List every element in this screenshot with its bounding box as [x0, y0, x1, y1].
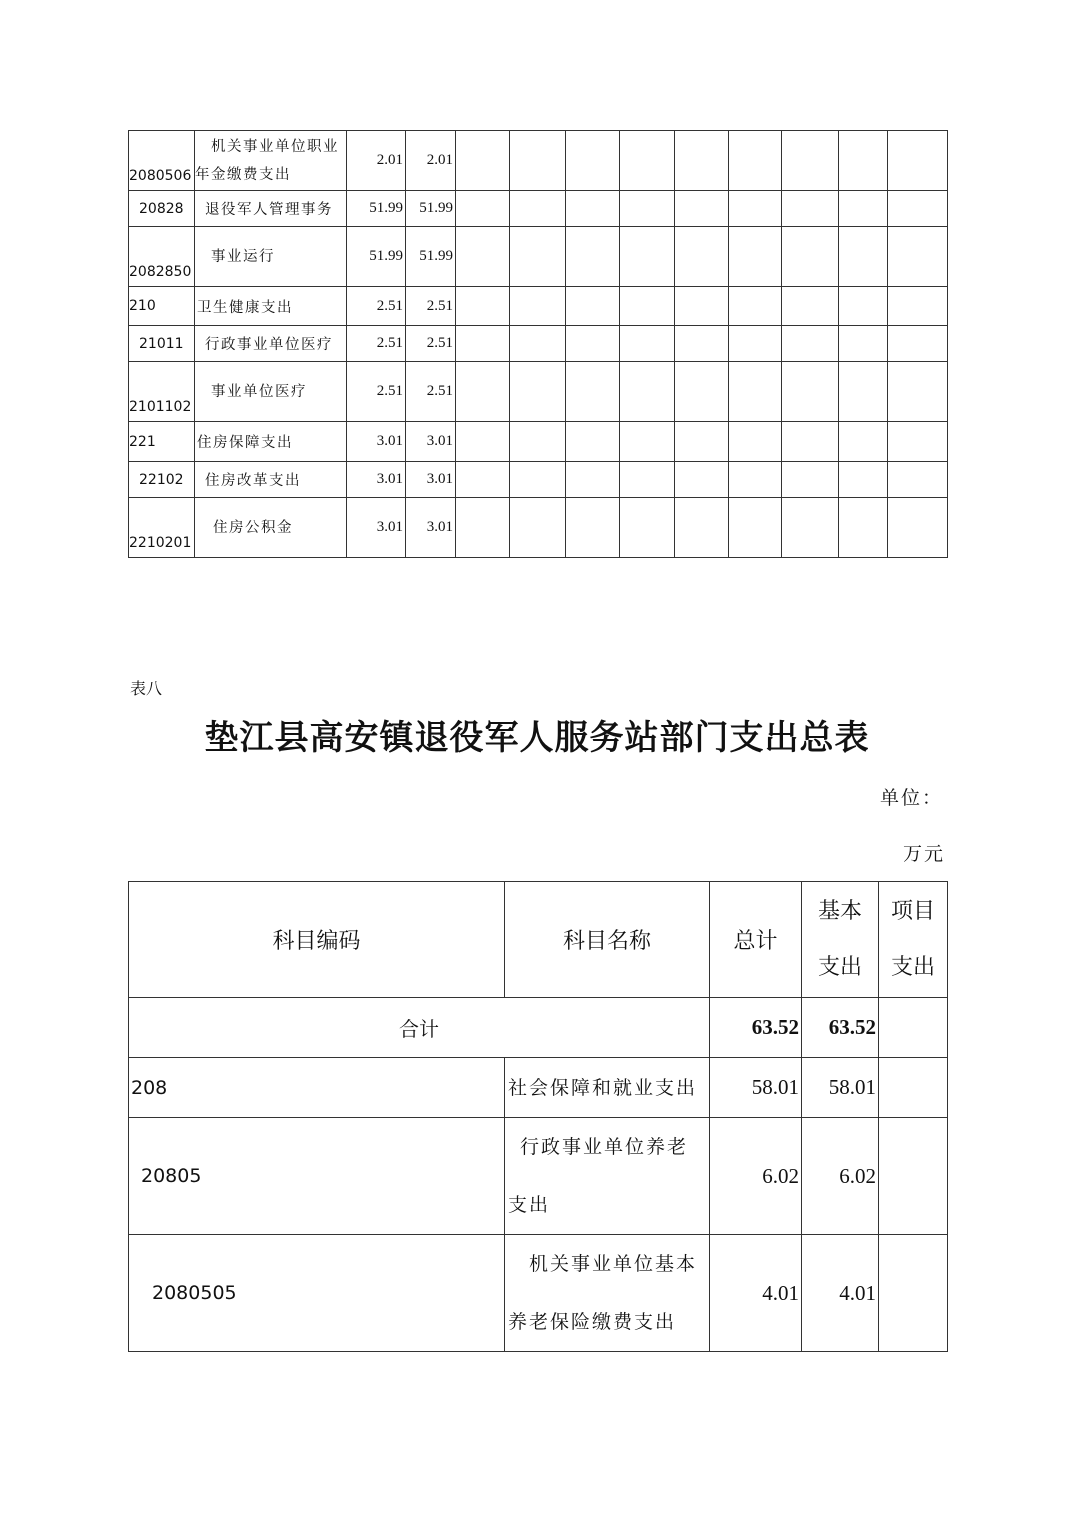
empty-cell	[456, 287, 510, 326]
row-basic: 58.01	[802, 1058, 879, 1118]
empty-cell	[675, 191, 729, 227]
row-total: 58.01	[710, 1058, 802, 1118]
empty-cell	[675, 326, 729, 362]
header-name: 科目名称	[505, 882, 710, 998]
empty-cell	[675, 362, 729, 422]
row-total: 2.51	[347, 287, 406, 326]
empty-cell	[729, 422, 782, 462]
empty-cell	[620, 131, 675, 191]
row-name-line1: 机关事业单位职业	[211, 138, 339, 155]
header-basic-line2: 支出	[817, 954, 862, 980]
empty-cell	[879, 1235, 948, 1352]
row-basic: 51.99	[406, 227, 456, 287]
table-number-label: 表八	[130, 679, 163, 698]
table-row	[129, 1235, 948, 1352]
empty-cell	[729, 227, 782, 287]
row-name: 住房公积金	[195, 498, 347, 558]
empty-cell	[620, 422, 675, 462]
row-name-line2: 年金缴费支出	[195, 166, 291, 183]
empty-cell	[888, 498, 948, 558]
row-basic: 2.01	[406, 131, 456, 191]
row-code: 20805	[129, 1118, 505, 1235]
row-basic: 2.51	[406, 287, 456, 326]
table-row	[129, 326, 948, 362]
unit-label: 单位：	[880, 787, 944, 809]
empty-cell	[620, 498, 675, 558]
empty-cell	[566, 498, 620, 558]
row-total: 3.01	[347, 422, 406, 462]
row-name: 社会保障和就业支出	[505, 1058, 710, 1118]
empty-cell	[456, 422, 510, 462]
row-code: 210	[129, 287, 195, 326]
empty-cell	[888, 326, 948, 362]
empty-cell	[456, 498, 510, 558]
row-name-line2: 支出	[508, 1194, 551, 1216]
row-basic: 3.01	[406, 422, 456, 462]
row-total: 4.01	[710, 1235, 802, 1352]
empty-cell	[888, 227, 948, 287]
row-code: 2082850	[129, 227, 195, 287]
empty-cell	[839, 287, 888, 326]
expenditure-summary-table	[128, 881, 948, 1352]
row-total: 3.01	[347, 498, 406, 558]
empty-cell	[888, 462, 948, 498]
empty-cell	[566, 422, 620, 462]
empty-cell	[510, 362, 566, 422]
row-basic: 3.01	[406, 462, 456, 498]
empty-cell	[729, 462, 782, 498]
empty-cell	[675, 227, 729, 287]
empty-cell	[510, 287, 566, 326]
empty-cell	[510, 131, 566, 191]
empty-cell	[782, 227, 839, 287]
empty-cell	[675, 287, 729, 326]
table-row	[129, 362, 948, 422]
row-name: 住房保障支出	[195, 422, 347, 462]
row-name	[505, 1235, 710, 1352]
empty-cell	[566, 287, 620, 326]
row-code: 21011	[129, 326, 195, 362]
total-row	[129, 998, 948, 1058]
empty-cell	[729, 191, 782, 227]
table-row	[129, 191, 948, 227]
empty-cell	[879, 1118, 948, 1235]
empty-cell	[675, 131, 729, 191]
page-title: 垫江县高安镇退役军人服务站部门支出总表	[204, 718, 870, 758]
empty-cell	[566, 462, 620, 498]
header-project-line2: 支出	[890, 954, 935, 980]
table-row	[129, 131, 948, 191]
empty-cell	[782, 362, 839, 422]
empty-cell	[510, 191, 566, 227]
total-basic: 63.52	[802, 998, 879, 1058]
empty-cell	[456, 227, 510, 287]
row-name	[505, 1118, 710, 1235]
empty-cell	[510, 227, 566, 287]
empty-cell	[566, 131, 620, 191]
table-row	[129, 227, 948, 287]
empty-cell	[782, 326, 839, 362]
row-code: 22102	[129, 462, 195, 498]
empty-cell	[782, 287, 839, 326]
row-name: 行政事业单位医疗	[195, 326, 347, 362]
empty-cell	[782, 422, 839, 462]
table-row	[129, 422, 948, 462]
row-name: 卫生健康支出	[195, 287, 347, 326]
total-label: 合计	[129, 998, 710, 1058]
empty-cell	[620, 326, 675, 362]
empty-cell	[566, 227, 620, 287]
row-total: 3.01	[347, 462, 406, 498]
row-basic: 51.99	[406, 191, 456, 227]
upper-expenditure-table	[128, 130, 948, 558]
row-code: 221	[129, 422, 195, 462]
empty-cell	[782, 131, 839, 191]
empty-cell	[620, 362, 675, 422]
empty-cell	[456, 362, 510, 422]
unit-value: 万元	[903, 843, 946, 865]
empty-cell	[510, 498, 566, 558]
empty-cell	[839, 422, 888, 462]
empty-cell	[620, 191, 675, 227]
row-code: 2210201	[129, 498, 195, 558]
table-row	[129, 462, 948, 498]
empty-cell	[620, 287, 675, 326]
empty-cell	[782, 498, 839, 558]
header-basic	[802, 882, 879, 998]
table-row	[129, 1118, 948, 1235]
row-code: 2080506	[129, 131, 195, 191]
empty-cell	[566, 326, 620, 362]
empty-cell	[879, 1058, 948, 1118]
empty-cell	[729, 287, 782, 326]
row-name-line2: 养老保险缴费支出	[508, 1311, 677, 1333]
row-total: 2.51	[347, 362, 406, 422]
total-amount: 63.52	[710, 998, 802, 1058]
empty-cell	[888, 287, 948, 326]
table-header-row	[129, 882, 948, 998]
empty-cell	[675, 498, 729, 558]
empty-cell	[456, 462, 510, 498]
row-name: 住房改革支出	[195, 462, 347, 498]
row-code: 20828	[129, 191, 195, 227]
table-row	[129, 287, 948, 326]
empty-cell	[839, 191, 888, 227]
header-project	[879, 882, 948, 998]
empty-cell	[879, 998, 948, 1058]
table-row	[129, 1058, 948, 1118]
empty-cell	[839, 362, 888, 422]
empty-cell	[839, 498, 888, 558]
empty-cell	[456, 326, 510, 362]
empty-cell	[888, 131, 948, 191]
row-total: 51.99	[347, 227, 406, 287]
empty-cell	[782, 462, 839, 498]
row-code: 2101102	[129, 362, 195, 422]
empty-cell	[888, 191, 948, 227]
row-code: 208	[129, 1058, 505, 1118]
row-name-line1: 行政事业单位养老	[520, 1136, 689, 1158]
empty-cell	[675, 462, 729, 498]
row-basic: 3.01	[406, 498, 456, 558]
empty-cell	[620, 227, 675, 287]
row-total: 51.99	[347, 191, 406, 227]
empty-cell	[782, 191, 839, 227]
empty-cell	[839, 227, 888, 287]
empty-cell	[510, 422, 566, 462]
empty-cell	[888, 422, 948, 462]
empty-cell	[729, 362, 782, 422]
empty-cell	[675, 422, 729, 462]
empty-cell	[888, 362, 948, 422]
row-name-line1: 机关事业单位基本	[529, 1253, 698, 1275]
row-total: 2.51	[347, 326, 406, 362]
row-total: 6.02	[710, 1118, 802, 1235]
row-name: 退役军人管理事务	[195, 191, 347, 227]
row-basic: 4.01	[802, 1235, 879, 1352]
row-name	[195, 131, 347, 191]
empty-cell	[839, 326, 888, 362]
header-project-line1: 项目	[890, 898, 935, 924]
empty-cell	[620, 462, 675, 498]
row-code: 2080505	[129, 1235, 505, 1352]
row-name: 事业运行	[195, 227, 347, 287]
row-basic: 2.51	[406, 362, 456, 422]
row-name: 事业单位医疗	[195, 362, 347, 422]
empty-cell	[456, 131, 510, 191]
header-basic-line1: 基本	[817, 898, 862, 924]
row-total: 2.01	[347, 131, 406, 191]
empty-cell	[456, 191, 510, 227]
empty-cell	[729, 326, 782, 362]
empty-cell	[510, 462, 566, 498]
empty-cell	[729, 131, 782, 191]
header-code: 科目编码	[129, 882, 505, 998]
empty-cell	[566, 191, 620, 227]
row-basic: 2.51	[406, 326, 456, 362]
empty-cell	[839, 462, 888, 498]
table-row	[129, 498, 948, 558]
empty-cell	[729, 498, 782, 558]
empty-cell	[566, 362, 620, 422]
header-total: 总计	[710, 882, 802, 998]
empty-cell	[839, 131, 888, 191]
empty-cell	[510, 326, 566, 362]
row-basic: 6.02	[802, 1118, 879, 1235]
